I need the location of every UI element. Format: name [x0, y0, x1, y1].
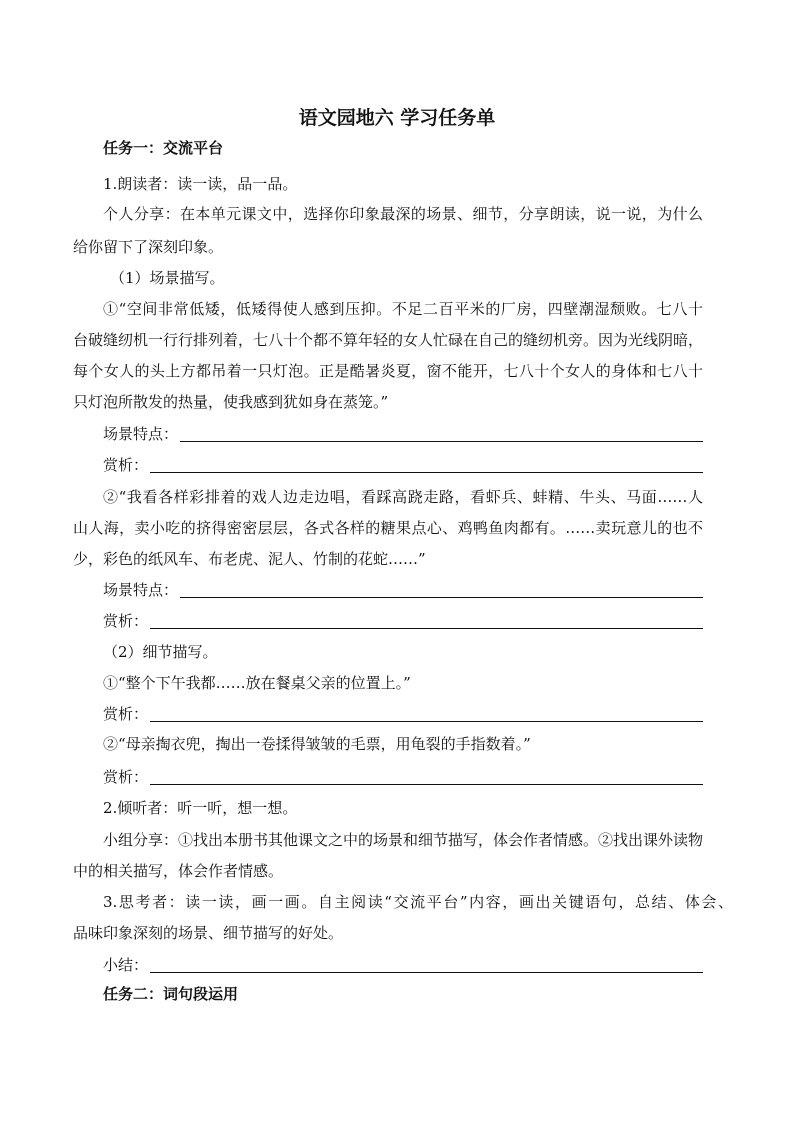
- appreciation-label: 赏析：: [103, 768, 149, 786]
- detail2-appreciation-row: [103, 766, 703, 788]
- group-share-line-1: 小组分享：①找出本册书其他课文之中的场景和细节描写，体会作者情感。②找出课外读物: [103, 831, 704, 849]
- detail1-quote: ①“整个下午我都……放在餐桌父亲的位置上。”: [103, 674, 411, 692]
- summary-label: 小结：: [103, 956, 149, 974]
- appreciation-label: 赏析：: [103, 705, 149, 723]
- share-line-1: 个人分享：在本单元课文中，选择你印象最深的场景、细节，分享朗读，说一说，为什么: [103, 205, 703, 223]
- scene2-line-2: 山人海，卖小吃的挤得密密层层，各式各样的糖果点心、鸡鸭鱼肉都有。……卖玩意儿的也不: [73, 519, 703, 537]
- item3-line-1: 3.思考者：读一读，画一画。自主阅读“交流平台”内容，画出关键语句，总结、体会、: [103, 893, 733, 911]
- item3-line-2: 品味印象深刻的场景、细节描写的好处。: [73, 924, 344, 942]
- share-line-2: 给你留下了深刻印象。: [73, 238, 224, 256]
- scene1-line-3: 每个女人的头上方都吊着一只灯泡。正是酷暑炎夏，窗不能开，七八十个女人的身体和七八十: [73, 362, 703, 380]
- appreciation-label: 赏析：: [103, 456, 149, 474]
- detail1-appreciation-answer-line[interactable]: [150, 721, 703, 722]
- scene2-appreciation-answer-line[interactable]: [150, 628, 703, 629]
- scene-feature-label: 场景特点：: [103, 425, 179, 443]
- scene2-appreciation-row: [103, 610, 703, 632]
- scene1-appreciation-row: [103, 454, 703, 476]
- scene2-feature-answer-line[interactable]: [180, 597, 703, 598]
- item2-heading: 2.倾听者：听一听，想一想。: [103, 799, 298, 817]
- appreciation-label: 赏析：: [103, 612, 149, 630]
- summary-row: [103, 954, 703, 976]
- detail2-quote: ②“母亲掏衣兜，掏出一卷揉得皱皱的毛票，用龟裂的手指数着。”: [103, 735, 531, 753]
- scene2-line-3: 少，彩色的纸风车、布老虎、泥人、竹制的花蛇……”: [73, 550, 426, 568]
- task2-heading: 任务二：词句段运用: [103, 985, 239, 1003]
- scene2-feature-row: [103, 579, 703, 601]
- scene1-appreciation-answer-line[interactable]: [150, 472, 703, 473]
- detail-heading: （2）细节描写。: [103, 643, 218, 661]
- summary-answer-line[interactable]: [150, 972, 703, 973]
- scene1-feature-row: [103, 423, 703, 445]
- task1-heading: 任务一：交流平台: [103, 139, 224, 157]
- detail1-appreciation-row: [103, 703, 703, 725]
- scene1-line-1: ①“空间非常低矮，低矮得使人感到压抑。不足二百平米的厂房，四壁潮湿颓败。七八十: [103, 300, 703, 318]
- scene1-feature-answer-line[interactable]: [180, 441, 703, 442]
- page-title: 语文园地六 学习任务单: [298, 107, 496, 129]
- group-share-line-2: 中的相关描写，体会作者情感。: [73, 862, 284, 880]
- scene-heading: （1）场景描写。: [110, 269, 225, 287]
- scene-feature-label: 场景特点：: [103, 581, 179, 599]
- scene2-line-1: ②“我看各样彩排着的戏人边走边唱，看踩高跷走路，看虾兵、蚌精、牛头、马面……人: [103, 488, 703, 506]
- detail2-appreciation-answer-line[interactable]: [150, 784, 703, 785]
- scene1-line-4: 只灯泡所散发的热量，使我感到犹如身在蒸笼。”: [73, 393, 389, 411]
- scene1-line-2: 台破缝纫机一行行排列着，七八十个都不算年轻的女人忙碌在自己的缝纫机旁。因为光线阴暗，: [73, 331, 704, 349]
- item1-heading: 1.朗读者：读一读，品一品。: [103, 175, 298, 193]
